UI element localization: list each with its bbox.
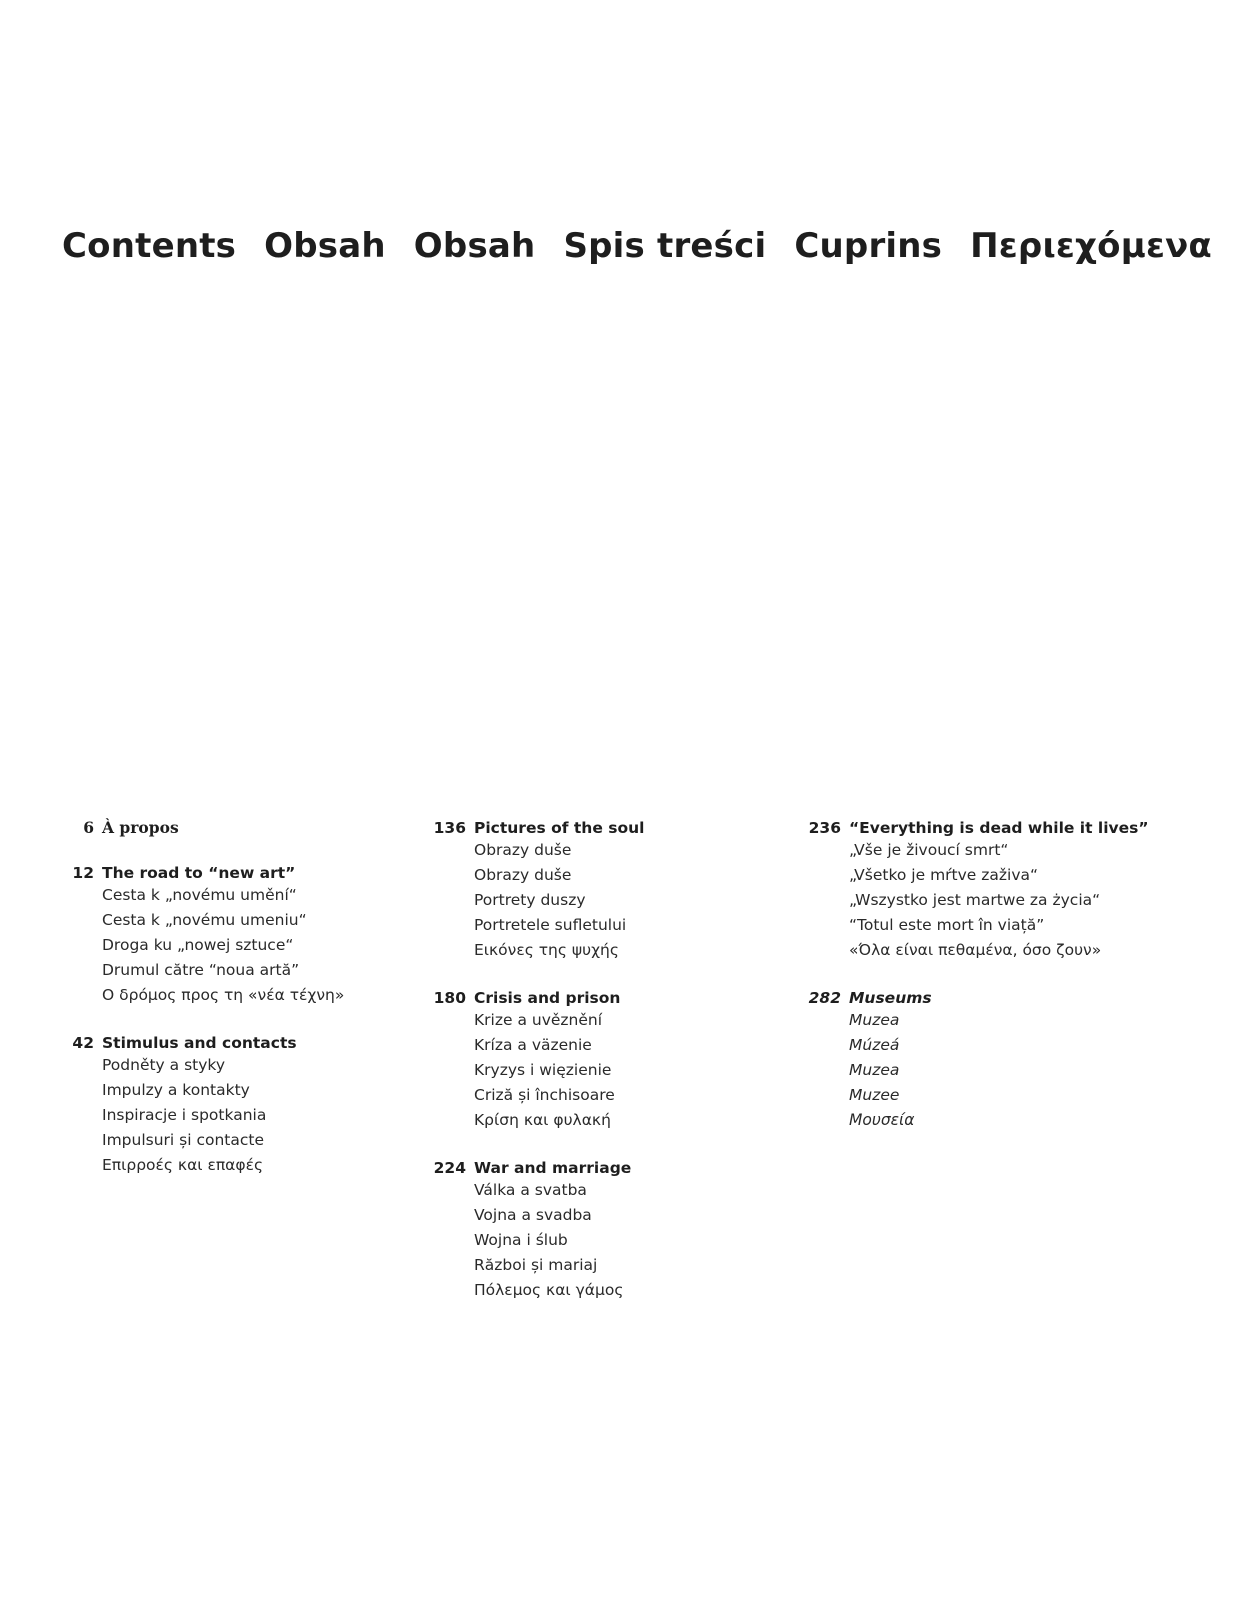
toc-column-1 <box>60 818 390 1203</box>
toc-entry <box>805 988 1225 1133</box>
entry-title: Pictures of the soul <box>474 819 645 837</box>
entry-translation: Cesta k „novému umění“ <box>102 886 297 904</box>
entry-title: The road to “new art” <box>102 864 296 882</box>
entry-translation: Obrazy duše <box>474 866 572 884</box>
contents-title-row <box>62 226 1212 266</box>
toc-entry <box>60 863 390 1008</box>
page-number: 42 <box>72 1034 94 1052</box>
entry-translation: Krize a uvěznění <box>474 1011 603 1029</box>
entry-translation: Múzeá <box>849 1036 900 1054</box>
page-number: 236 <box>808 819 841 837</box>
entry-translation: Wojna i ślub <box>474 1231 568 1249</box>
entry-translation: “Totul este mort în viață” <box>849 916 1045 934</box>
entry-translation: Droga ku „nowej sztuce“ <box>102 936 294 954</box>
entry-translation: Ο δρόμος προς τη «νέα τέχνη» <box>102 986 345 1004</box>
title-english: Contents <box>62 226 237 266</box>
entry-translation: „Všetko je mŕtve zaživa“ <box>849 866 1039 884</box>
entry-translation: Κρίση και φυλακή <box>474 1111 611 1129</box>
page-number: 12 <box>72 864 94 882</box>
page-number: 136 <box>433 819 466 837</box>
title-romanian: Cuprins <box>794 226 943 266</box>
entry-translation: Inspiracje i spotkania <box>102 1106 267 1124</box>
toc-entry <box>60 1033 390 1178</box>
page-number: 180 <box>433 989 466 1007</box>
entry-title: Stimulus and contacts <box>102 1034 297 1052</box>
entry-translation: Kryzys i więzienie <box>474 1061 612 1079</box>
title-slovak: Obsah <box>413 226 536 266</box>
title-polish: Spis treści <box>563 226 767 266</box>
entry-translation: Impulsuri și contacte <box>102 1131 264 1149</box>
entry-translation: Portretele sufletului <box>474 916 627 934</box>
entry-translation: «Όλα είναι πεθαμένα, όσο ζουν» <box>849 941 1102 959</box>
page-number: 224 <box>433 1159 466 1177</box>
entry-translation: Cesta k „novému umeniu“ <box>102 911 307 929</box>
entry-translation: Criză și închisoare <box>474 1086 615 1104</box>
entry-translation: Kríza a väzenie <box>474 1036 592 1054</box>
entry-title: Crisis and prison <box>474 989 621 1007</box>
toc-column-3 <box>805 818 1225 1158</box>
toc-entry <box>430 988 760 1133</box>
entry-translation: Vojna a svadba <box>474 1206 592 1224</box>
entry-translation: Μουσεία <box>849 1111 915 1129</box>
toc-entry <box>430 1158 760 1303</box>
title-greek: Περιεχόμενα <box>970 226 1212 266</box>
entry-translation: Portrety duszy <box>474 891 586 909</box>
entry-title: Museums <box>849 989 932 1007</box>
entry-translation: Επιρροές και επαφές <box>102 1156 264 1174</box>
toc-entry <box>805 818 1225 963</box>
entry-translation: Πόλεμος και γάμος <box>474 1281 624 1299</box>
toc-entry <box>430 818 760 963</box>
entry-title: “Everything is dead while it lives” <box>849 819 1149 837</box>
entry-title: War and marriage <box>474 1159 632 1177</box>
entry-translation: „Vše je živoucí smrt“ <box>849 841 1009 859</box>
entry-translation: Muzee <box>849 1086 900 1104</box>
entry-translation: Drumul către “noua artă” <box>102 961 300 979</box>
title-czech: Obsah <box>264 226 386 266</box>
entry-translation: „Wszystko jest martwe za życia“ <box>849 891 1101 909</box>
entry-translation: Impulzy a kontakty <box>102 1081 250 1099</box>
toc-entry <box>60 818 390 838</box>
entry-translation: Obrazy duše <box>474 841 572 859</box>
entry-title: À propos <box>102 818 179 837</box>
page-number: 282 <box>808 989 841 1007</box>
toc-column-2 <box>430 818 760 1328</box>
page-number: 6 <box>83 818 94 837</box>
entry-translation: Muzea <box>849 1011 900 1029</box>
entry-translation: Război și mariaj <box>474 1256 598 1274</box>
entry-translation: Muzea <box>849 1061 900 1079</box>
entry-translation: Válka a svatba <box>474 1181 587 1199</box>
entry-translation: Εικόνες της ψυχής <box>474 941 619 959</box>
entry-translation: Podněty a styky <box>102 1056 226 1074</box>
